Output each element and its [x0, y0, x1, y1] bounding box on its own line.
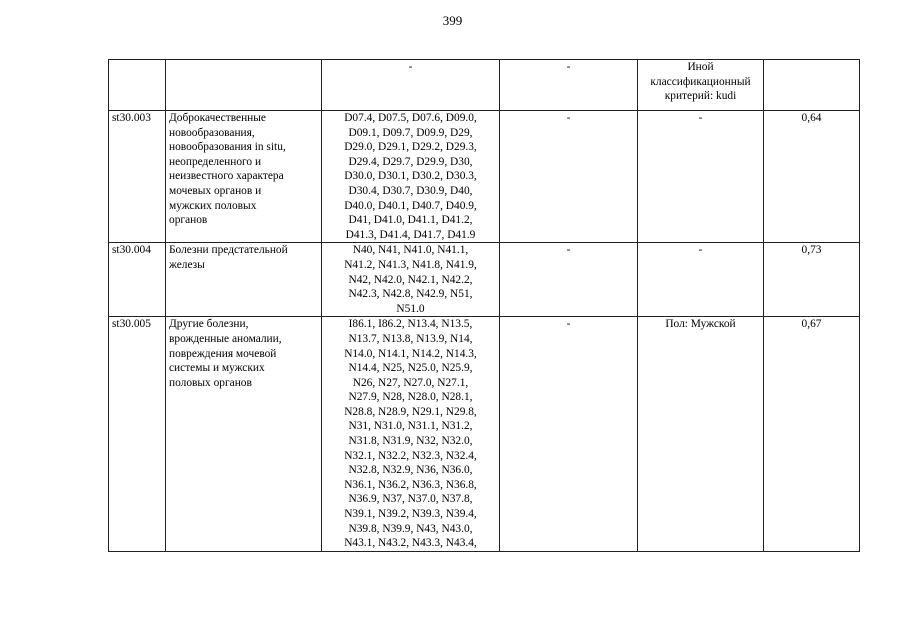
- diagnosis-line: D30.4, D30.7, D30.9, D40,: [348, 184, 473, 197]
- table-row: [109, 317, 860, 552]
- diagnosis-line: D09.1, D09.7, D09.9, D29,: [348, 126, 473, 139]
- diagnosis-line: N42.3, N42.8, N42.9, N51,: [348, 288, 473, 301]
- name-line: Болезни предстательной: [169, 244, 288, 257]
- diagnosis-line: D41.3, D41.4, D41.7, D41.9: [345, 228, 476, 241]
- diagnosis-line: N36.1, N36.2, N36.3, N36.8,: [344, 478, 477, 491]
- name-line: мочевых органов и: [169, 184, 262, 197]
- cell-code: [109, 60, 166, 111]
- diagnosis-line: N26, N27, N27.0, N27.1,: [352, 376, 469, 389]
- diagnosis-line: N14.0, N14.1, N14.2, N14.3,: [344, 347, 477, 360]
- page-number: 399: [442, 13, 463, 28]
- name-line: неизвестного характера: [169, 170, 284, 183]
- tariff-table: [108, 59, 860, 552]
- cell-service: -: [500, 60, 638, 111]
- diagnosis-line: N43.1, N43.2, N43.3, N43.4,: [344, 537, 477, 550]
- diagnosis-line: N39.8, N39.9, N43, N43.0,: [348, 522, 473, 535]
- cell-diagnosis: -: [322, 60, 500, 111]
- diagnosis-line: D41, D41.0, D41.1, D41.2,: [348, 214, 473, 227]
- diagnosis-line: N13.7, N13.8, N13.9, N14,: [348, 332, 473, 345]
- name-line: повреждения мочевой: [169, 347, 277, 360]
- cell-code: st30.005: [109, 317, 166, 552]
- table-row-header: [109, 60, 860, 111]
- cell-name: [166, 60, 322, 111]
- name-line: мужских половых: [169, 199, 257, 212]
- name-line: системы и мужских: [169, 362, 265, 375]
- diagnosis-line: N39.1, N39.2, N39.3, N39.4,: [344, 508, 477, 521]
- diagnosis-line: N40, N41, N41.0, N41.1,: [352, 244, 469, 257]
- diagnosis-line: D40.0, D40.1, D40.7, D40.9,: [344, 199, 477, 212]
- diagnosis-line: D29.0, D29.1, D29.2, D29.3,: [344, 141, 477, 154]
- diagnosis-line: D07.4, D07.5, D07.6, D09.0,: [344, 112, 477, 124]
- name-line: Другие болезни,: [169, 318, 249, 331]
- criterion-line: классификационный: [650, 75, 751, 88]
- table-row: [109, 243, 860, 317]
- cell-criterion: -: [638, 111, 764, 243]
- name-line: новообразования,: [169, 126, 255, 139]
- cell-coef: 0,67: [764, 317, 860, 552]
- cell-name: [166, 111, 322, 243]
- criterion-line: критерий: kudi: [664, 90, 737, 103]
- diagnosis-line: D30.0, D30.1, D30.2, D30.3,: [344, 170, 477, 183]
- diagnosis-line: N51.0: [396, 302, 425, 315]
- diagnosis-line: I86.1, I86.2, N13.4, N13.5,: [348, 318, 473, 331]
- cell-service: -: [500, 317, 638, 552]
- cell-code: st30.003: [109, 111, 166, 243]
- diagnosis-line: D29.4, D29.7, D29.9, D30,: [348, 155, 473, 168]
- diagnosis-line: N28.8, N28.9, N29.1, N29.8,: [344, 405, 477, 418]
- cell-service: -: [500, 243, 638, 317]
- criterion-line: Иной: [687, 61, 714, 73]
- cell-criterion: Пол: Мужской: [638, 317, 764, 552]
- cell-code: st30.004: [109, 243, 166, 317]
- table-row: [109, 111, 860, 243]
- cell-diagnosis: [322, 317, 500, 552]
- name-line: врожденные аномалии,: [169, 332, 282, 345]
- diagnosis-line: N31.8, N31.9, N32, N32.0,: [348, 435, 473, 448]
- diagnosis-line: N36.9, N37, N37.0, N37.8,: [348, 493, 473, 506]
- cell-coef: 0,64: [764, 111, 860, 243]
- diagnosis-line: N31, N31.0, N31.1, N31.2,: [348, 420, 473, 433]
- name-line: новообразования in situ,: [169, 141, 286, 154]
- diagnosis-line: N32.1, N32.2, N32.3, N32.4,: [344, 449, 477, 462]
- diagnosis-line: N14.4, N25, N25.0, N25.9,: [348, 362, 473, 375]
- name-line: Доброкачественные: [169, 112, 266, 124]
- cell-service: -: [500, 111, 638, 243]
- name-line: неопределенного и: [169, 155, 262, 168]
- name-line: органов: [169, 214, 208, 227]
- cell-diagnosis: [322, 111, 500, 243]
- cell-criterion: [638, 60, 764, 111]
- name-line: половых органов: [169, 376, 252, 389]
- cell-name: [166, 317, 322, 552]
- diagnosis-line: N41.2, N41.3, N41.8, N41.9,: [344, 258, 477, 271]
- name-line: железы: [169, 258, 205, 271]
- diagnosis-line: N42, N42.0, N42.1, N42.2,: [348, 273, 473, 286]
- diagnosis-line: N32.8, N32.9, N36, N36.0,: [348, 464, 473, 477]
- cell-name: [166, 243, 322, 317]
- cell-coef: [764, 60, 860, 111]
- diagnosis-line: N27.9, N28, N28.0, N28.1,: [348, 391, 473, 404]
- cell-diagnosis: [322, 243, 500, 317]
- cell-coef: 0,73: [764, 243, 860, 317]
- cell-criterion: -: [638, 243, 764, 317]
